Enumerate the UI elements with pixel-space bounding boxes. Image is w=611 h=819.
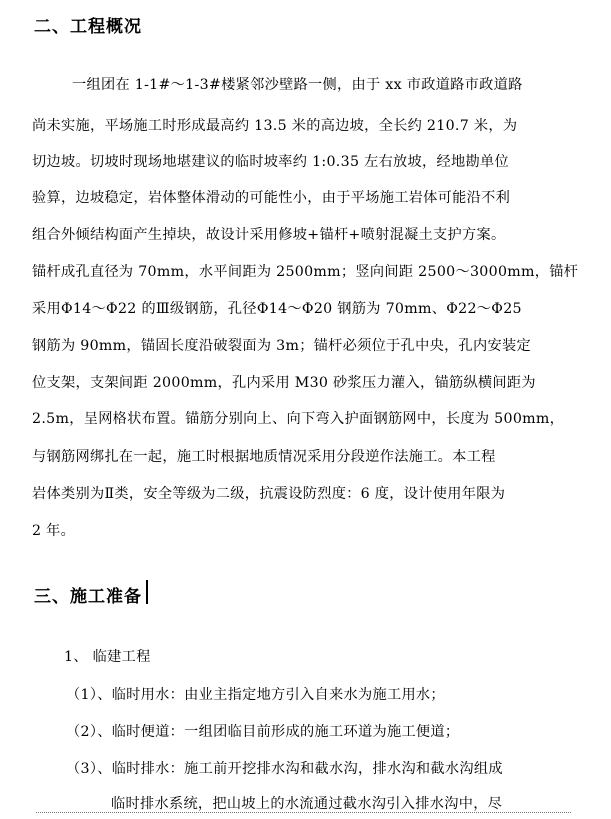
prep-item-heading: 1、 临建工程: [64, 649, 151, 665]
overview-line: 组合外倾结构面产生掉块，故设计采用修坡+锚杆+喷射混凝土支护方案。: [32, 227, 506, 243]
overview-line: 2.5m，呈网格状布置。锚筋分别向上、向下弯入护面钢筋网中，长度为 500mm，: [32, 411, 565, 427]
overview-line: 位支架，支架间距 2000mm，孔内采用 M30 砂浆压力灌入，锚筋纵横间距为: [32, 375, 536, 391]
prep-list-item: （3）、临时排水：施工前开挖排水沟和截水沟，排水沟和截水沟组成: [66, 761, 503, 777]
text-cursor: [146, 580, 148, 604]
overview-line: 切边坡。切坡时现场地堪建议的临时坡率约 1:0.35 左右放坡，经地勘单位: [32, 154, 509, 170]
page-bottom-divider: [36, 812, 571, 814]
overview-line: 尚未实施，平场施工时形成最高约 13.5 米的高边坡，全长约 210.7 米，为: [32, 118, 518, 134]
prep-list-item-continued: 临时排水系统，把山坡上的水流通过截水沟引入排水沟中，尽: [111, 796, 503, 812]
overview-line: 岩体类别为Ⅱ类，安全等级为二级，抗震设防烈度：6 度，设计使用年限为: [32, 486, 506, 502]
section-heading-preparation: 三、施工准备: [34, 587, 142, 607]
overview-line: 2 年。: [32, 523, 76, 539]
section-heading-overview: 二、工程概况: [34, 17, 142, 37]
overview-line: 钢筋为 90mm，锚固长度沿破裂面为 3m；锚杆必须位于孔中央，孔内安装定: [32, 338, 531, 354]
overview-line: 与钢筋网绑扎在一起，施工时根据地质情况采用分段逆作法施工。本工程: [32, 449, 496, 465]
overview-line: 锚杆成孔直径为 70mm，水平间距为 2500mm；竖向间距 2500～3000mm，锚杆: [32, 264, 579, 280]
overview-line: 验算，边坡稳定，岩体整体滑动的可能性小，由于平场施工岩体可能沿不利: [32, 190, 511, 206]
overview-line: 采用Φ14～Φ22 的Ⅲ级钢筋，孔径Φ14～Φ20 钢筋为 70mm、Φ22～Φ25: [32, 301, 522, 317]
prep-list-item: （1）、临时用水：由业主指定地方引入自来水为施工用水；: [66, 687, 445, 703]
overview-line: 一组团在 1-1#～1-3#楼紧邻沙壁路一侧，由于 xx 市政道路市政道路: [72, 77, 523, 93]
prep-list-item: （2）、临时便道：一组团临目前形成的施工环道为施工便道；: [66, 724, 460, 740]
